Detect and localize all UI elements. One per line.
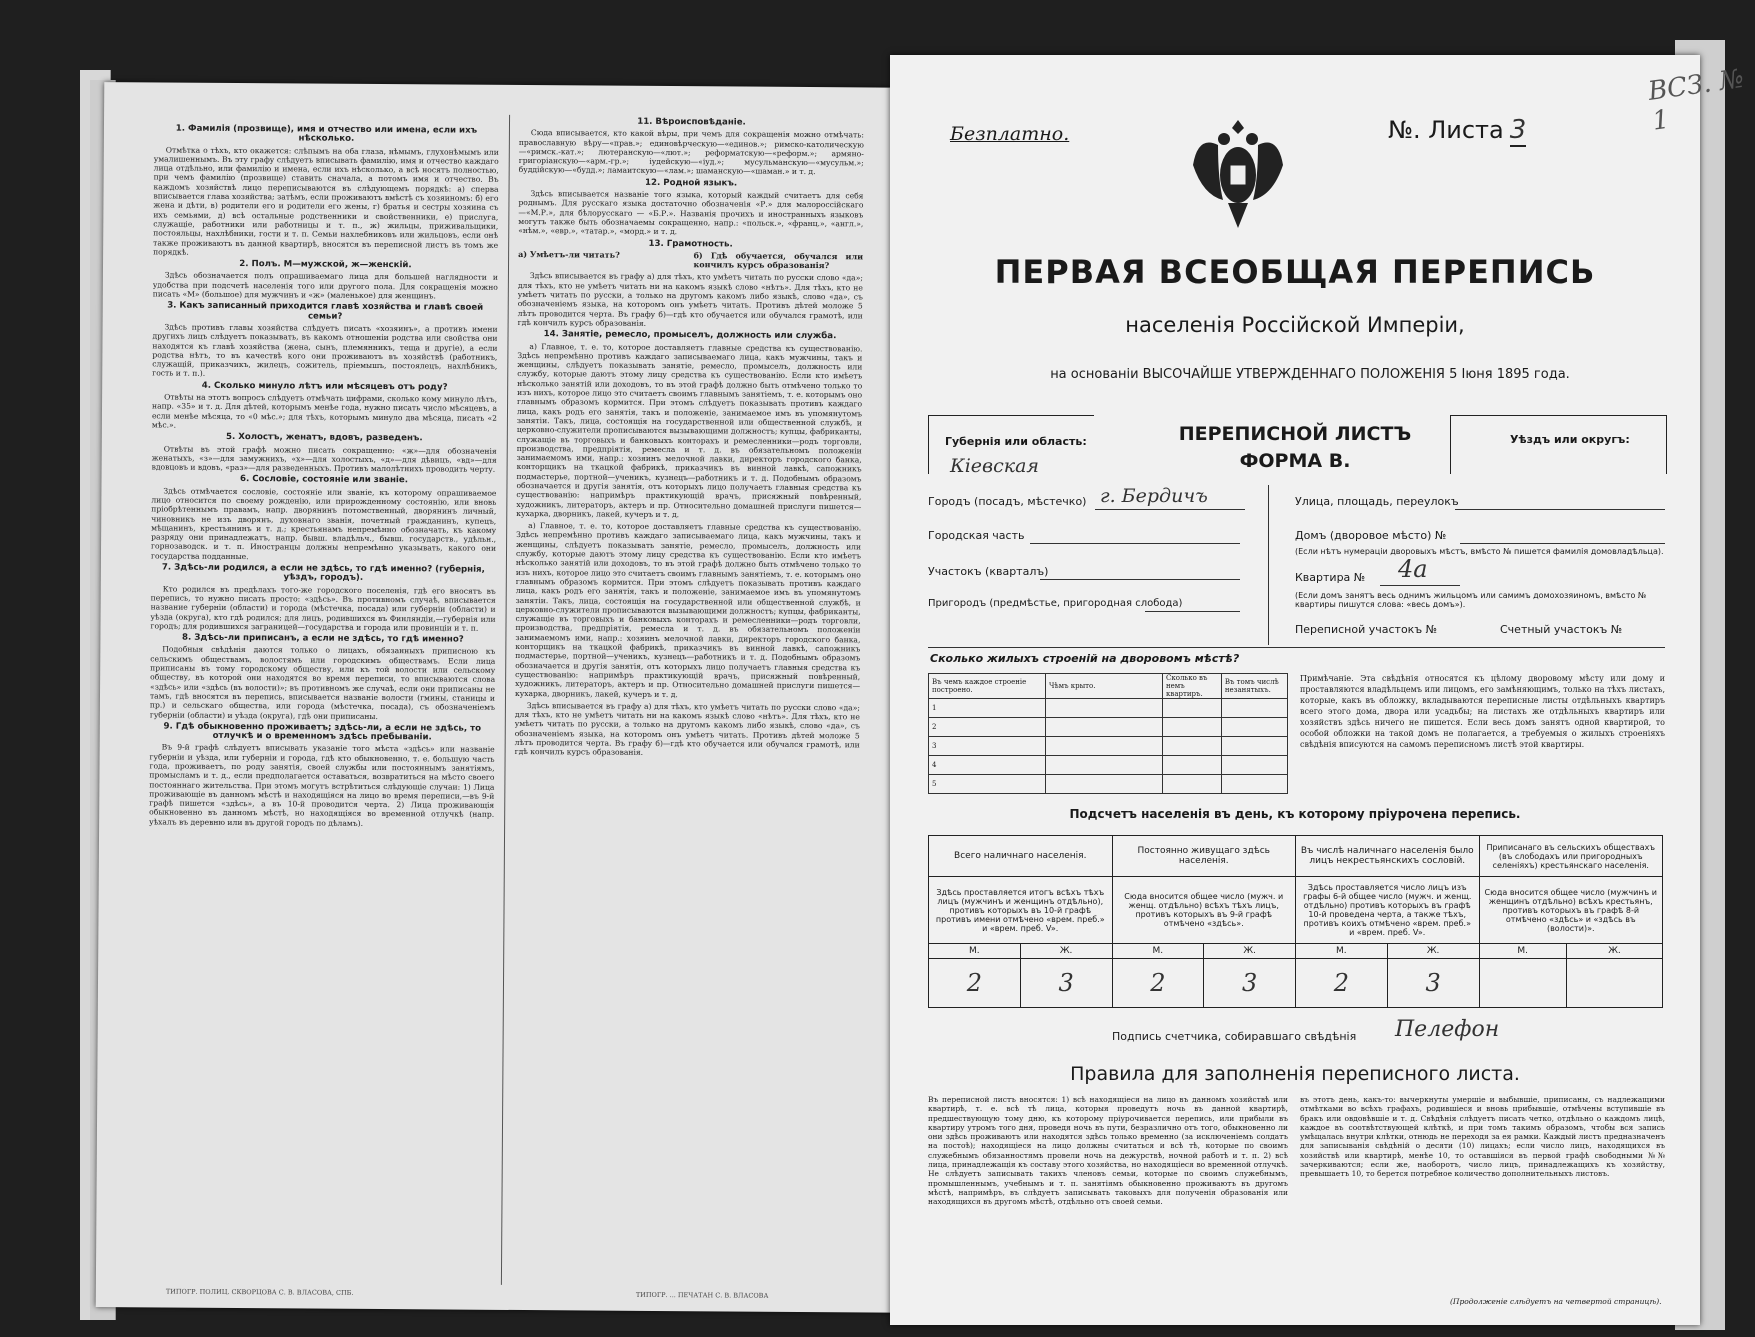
right-page: [890, 55, 1700, 1325]
list-number-value: 3: [1509, 115, 1527, 145]
section-heading: 12. Родной языкъ.: [645, 177, 738, 189]
dw-row: 3: [929, 737, 1046, 756]
count-value[interactable]: 2: [929, 959, 1021, 1008]
rules-left-column: Въ переписной листъ вносятся: 1) всѣ находящіеся на лицо въ данномъ хозяйствѣ или квартирѣ, т. е. всѣ тѣ лица, которыя проведутъ ночь въ данной квартирѣ, предшествующую тому дню, къ которому пріурочивается перепись, или прибыли въ квартиру утромъ того дня, проведя ночь въ пути, безразлично отъ того, обыкновенно ли они здѣсь проживаютъ или находятся здѣсь только временно (за исключеніемъ солдатъ на постоѣ); находящіеся на лицо должны считаться и всѣ тѣ, которые по своимъ служебнымъ обязанностямъ провели ночь на дежурствѣ, ночной работѣ и т. п. 2) всѣ лица, принадлежащія къ составу этого хозяйства, но находящіеся во временной отлучкѣ. Не слѣдуетъ записывать такихъ членовъ семьи, которые по своимъ служебнымъ, промышленнымъ, учебнымъ и т. п. занятіямъ обыкновенно проживаютъ въ другомъ мѣстѣ, напримѣръ, въ слѣдуетъ записывать таковыхъ для полученія образованія или находящихся въ другомъ мѣстѣ, отдѣльно отъ своей семьи.: [928, 1095, 1288, 1207]
dwellings-note: Примѣчаніе. Эта свѣдѣнія относятся къ цѣлому дворовому мѣсту или дому и проставляются владѣльцемъ или лицомъ, его замѣняющимъ, только на тѣхъ листахъ, которые, какъ въ обложку, вкладываются переписные листы отдѣльныхъ квартиръ всего этого дома, двора или усадьбы; на листахъ же отдѣльныхъ квартиръ или хозяйствъ здѣсь ничего не пишется. Если весь домъ занятъ одной квартирой, то особой обложки на такой домъ не полагается, а требуемыя о жилыхъ строеніяхъ свѣдѣнія вписуются на самомъ переписномъ листѣ этой квартиры.: [1300, 674, 1665, 749]
uezd-label: Уѣздъ или округъ:: [1510, 433, 1630, 446]
flat-value[interactable]: 4а: [1398, 555, 1428, 583]
section-heading: 9. Гдѣ обыкновенно проживаетъ; здѣсь-ли, а если не здѣсь, то отлучкѣ и о временномъ здѣсь пребываніи.: [163, 721, 482, 743]
female-head: Ж.: [1566, 944, 1662, 959]
female-head: Ж.: [1387, 944, 1479, 959]
count-value[interactable]: 2: [1112, 959, 1204, 1008]
female-head: Ж.: [1020, 944, 1112, 959]
flat-note: (Если домъ занятъ весь однимъ жильцомъ или самимъ домохозяиномъ, вмѣсто № квартиры пишутся слова: «весь домъ»).: [1295, 591, 1647, 609]
column-divider: [501, 115, 510, 1285]
section-heading: 8. Здѣсь-ли приписанъ, а если не здѣсь, то гдѣ именно?: [182, 632, 464, 645]
section-line: [1040, 579, 1240, 580]
section-text: Отмѣтка о тѣхъ, кто окажется: слѣпымъ на оба глаза, нѣмымъ, глухонѣмымъ или умалишеннымъ. Въ эту графу слѣдуетъ вписывать фамилію, имя и отчество каждаго лица отдѣльно, или фамилію и имена, если ихъ нѣсколько, а всѣ носятъ полностью, при чемъ фамилію (прозвище) ставить сначала, а потомъ имя и отчество. Въ каждомъ хозяйствѣ лицо переписываются въ слѣдующемъ порядкѣ: а) сперва вписывается глава хозяйства; затѣмъ, если проживаютъ вмѣстѣ съ хозяиномъ: б) его жена и дѣти, в) родители его и родители его жены, г) братья и сестры хозяина съ ихъ семьями, д) всѣ остальные родственники и свойственники, е) прислуга, служащіе, работники или работницы и т. п., ж) жильцы, приживальщики, постояльцы, нахлѣбники, гости и т. п. Семьи нахлебниковъ или жильцовъ, если онѣ также проживаютъ въ данной квартирѣ, вносятся въ переписной листъ въ томъ же порядкѣ.: [153, 145, 499, 257]
list-number: [1388, 115, 1526, 145]
dwellings-question: Сколько жилыхъ строеній на дворовомъ мѣстѣ?: [930, 652, 1240, 665]
count-head: Всего наличнаго населенія.: [929, 836, 1113, 877]
count-value[interactable]: 2: [1296, 959, 1388, 1008]
dw-row: 1: [929, 699, 1046, 718]
left-column-2: [511, 115, 864, 1287]
margin-handwriting: ВСЗ. № 1: [1646, 63, 1746, 137]
dwellings-table: [928, 673, 1288, 794]
imprint-left: ТИПОГР. ПОЛИЦ. СКВОРЦОВА С. В. ВЛАСОВА, СПБ.: [165, 1287, 354, 1297]
section-heading: 1. Фамилія (прозвище), имя и отчество или имена, если ихъ нѣсколько.: [175, 123, 478, 145]
count-section-label: Счетный участокъ №: [1500, 623, 1623, 636]
census-title: ПЕРВАЯ ВСЕОБЩАЯ ПЕРЕПИСЬ: [994, 253, 1596, 291]
suburb-line: [1145, 611, 1240, 612]
dw-row: 5: [929, 775, 1046, 794]
section-text: Въ 9-й графѣ слѣдуетъ вписывать указаніе того мѣста «здѣсь» или названіе губерніи и уѣзда, или губерніи и города, гдѣ кто обыкновенно, т. е. большую часть года, проживаетъ, по роду занятія, своей службы или постояннымъ занятіямъ, промысламъ и т. д., если предполагается оставаться, возвратиться на мѣсто своего постояннаго жительства. При этомъ могутъ встрѣтиться слѣдующіе случаи: 1) Лица проживающіе въ данномъ мѣстѣ и находящіяся на лицо во время переписи,—въ 9-й графѣ пишется «здѣсь», а въ 10-й проводится черта. 2) Лица проживающія обыкновенно въ данномъ мѣстѣ, но находящіяся во временной отлучкѣ (напр. уѣхалъ въ деревню или въ другой городъ по дѣламъ).: [149, 742, 495, 828]
section-text: Здѣсь отмѣчается сословіе, состояніе или званіе, къ которому опрашиваемое лицо относится по своему рожденію, или прирожденному состоянію, или вновь пріобрѣтеннымъ правамъ, напр. дворянинъ потомственный, дворянинъ личный, чиновникъ не изъ дворянъ, духовнаго званія, почетный гражданинъ, купецъ, мѣщанинъ, крестьянинъ и т. д.; крестьянамъ непремѣнно обозначать, къ какому разряду они принадлежатъ, напр. бывш. владѣльч., бывш. государств., удѣльн., горнозаводск. и т. п. Иностранцы должны непремѣнно указывать, какого они государства подданные.: [150, 486, 497, 561]
section-heading: 6. Сословіе, состояніе или званіе.: [239, 474, 409, 486]
count-text: Здѣсь проставляется итогъ всѣхъ тѣхъ лицъ (мужчинъ и женщинъ отдѣльно), противъ которыхъ въ 10-й графѣ противъ имени отмѣчено «врем. преб.» и «врем. преб. V».: [929, 877, 1113, 944]
street-line: [1455, 509, 1665, 510]
male-head: М.: [929, 944, 1021, 959]
count-value[interactable]: 3: [1387, 959, 1479, 1008]
city-value[interactable]: г. Бердичъ: [1100, 485, 1208, 507]
question-13b: б) Гдѣ обучается, обучался или кончилъ курсъ образованія?: [693, 250, 864, 271]
city-part-label: Городская часть: [928, 529, 1025, 542]
count-head: Въ числѣ наличнаго населенія было лицъ некрестьянскихъ сословій.: [1296, 836, 1480, 877]
census-subtitle: населенія Россійской Имперіи,: [1125, 313, 1465, 337]
section-heading: 13. Грамотность.: [648, 238, 733, 250]
count-title: Подсчетъ населенія въ день, къ которому пріурочена перепись.: [1069, 807, 1521, 821]
section-text: Кто родился въ предѣлахъ того-же городского поселенія, гдѣ его вносятъ въ перепись, то нужно писать просто: «здѣсь». Въ противномъ случаѣ, вписывается название губерніи (области) и города (мѣстечка, посада) или губерніи (области) и уѣзда (округа), кто гдѣ родился; для лицъ, родившихся въ Финляндіи,—губернія или городъ; для родившихся заграницей—государства и города или провинціи и т. п.: [150, 584, 496, 633]
census-basis: на основаніи ВЫСОЧАЙШЕ УТВЕРЖДЕННАГО ПОЛОЖЕНІЯ 5 Іюня 1895 года.: [1050, 367, 1570, 382]
house-note: (Если нѣтъ нумераціи дворовыхъ мѣстъ, вмѣсто № пишется фамилія домовладѣльца).: [1295, 547, 1664, 556]
section-text: Здѣсь противъ главы хозяйства слѣдуетъ писать «хозяинъ», а противъ имени другихъ лицъ слѣдуетъ показывать, въ какомъ отношеніи родства или свойства они находятся къ главѣ хозяйства (жена, сынъ, племянникъ, теща и другіе), а если родства нѣтъ, то въ качествѣ кого они проживаютъ въ хозяйствѣ (работникъ, служащій, приказчикъ, жилецъ, сожитель, пріемышъ, постоялецъ, нахлѣбникъ, гость и т. п.).: [152, 322, 498, 379]
section-heading: 4. Сколько минуло лѣтъ или мѣсяцевъ отъ роду?: [201, 380, 448, 393]
signature-value[interactable]: Пелефон: [1395, 1017, 1500, 1042]
male-head: М.: [1296, 944, 1388, 959]
section-text: Сюда вписывается, кто какой вѣры, при чемъ для сокращенія можно отмѣчать: православную вѣру—«прав.»; единовѣрческую—«единов.»; римско-католическую—«римск.-кат.»; лютеранскую—«лют.»; реформатскую—«реформ.»; армяно-григоріанскую—«арм.-гр.»; іудейскую—«іуд.»; мусульманскую—«мусульм.»; буддійскую—«будд.»; ламаитскую—«лам.»; шаманскую—«шаман.» и т. д.: [518, 128, 864, 177]
male-head: М.: [1479, 944, 1566, 959]
count-value[interactable]: [1566, 959, 1662, 1008]
imperial-eagle-icon: [1188, 115, 1288, 239]
section-heading: 2. Полъ. М—мужской, ж—женскій.: [239, 259, 412, 271]
count-head: Постоянно живущаго здѣсь населенія.: [1112, 836, 1296, 877]
dw-row: 2: [929, 718, 1046, 737]
vertical-divider: [1268, 485, 1269, 645]
count-text: Здѣсь проставляется число лицъ изъ графы 6-й общее число (мужч. и женщ. отдѣльно) противъ которыхъ въ графѣ 10-й проведена черта, а также тѣхъ, противъ коихъ отмѣчено «врем. преб.» и «врем. преб. V».: [1296, 877, 1480, 944]
section-text: Здѣсь вписывается въ графу а) для тѣхъ, кто умѣетъ читать по русски слово «да»; для тѣхъ, кто не умѣетъ читать ни на какомъ языкѣ слово «нѣтъ». Для тѣхъ, кто не умѣетъ читать по русски, а только на другомъ какомъ либо языкѣ, слово «да», съ обозначеніемъ языка, на которомъ онъ умѣетъ читать. Противъ дѣтей моложе 5 лѣтъ проводится черта. Въ графу б)—гдѣ кто обучается или обучался грамотѣ, или гдѣ кончилъ курсъ образованія.: [514, 700, 860, 758]
free-label: Безплатно.: [950, 123, 1070, 145]
dw-head: Въ томъ числѣ незанятыхъ.: [1221, 674, 1287, 699]
house-line: [1460, 543, 1665, 544]
section-text: Отвѣты на этотъ вопросъ слѣдуетъ отмѣчать цифрами, сколько кому минуло лѣтъ, напр. «35» и т. д. Для дѣтей, которымъ менѣе года, нужно писать число мѣсяцевъ, а если менѣе мѣсяца, то «0 мѣс.»; для тѣхъ, которымъ минуло два мѣсяца, писать «2 мѣс.».: [151, 392, 498, 430]
section-heading: 14. Занятіе, ремесло, промыселъ, должность или служба.: [543, 329, 837, 342]
count-value[interactable]: 3: [1204, 959, 1296, 1008]
male-head: М.: [1112, 944, 1204, 959]
imprint-right: ТИПОГР. ... ПЕЧАТАН С. В. ВЛАСОВА: [635, 1290, 769, 1300]
female-head: Ж.: [1204, 944, 1296, 959]
dw-head: Чѣмъ крыто.: [1046, 674, 1163, 699]
section-heading: 5. Холостъ, женатъ, вдовъ, разведенъ.: [225, 432, 423, 444]
list-number-label: №. Листа: [1388, 116, 1504, 144]
count-value[interactable]: [1479, 959, 1566, 1008]
city-line: [1095, 509, 1245, 510]
section-text: Здѣсь обозначается полъ опрашиваемаго лица для большей наглядности и удобства при подсчетѣ населенія того или другого пола. Для сокращенія можно писать «М» (большое) для мужчинъ и «ж» (маленькое) для женщинъ.: [152, 270, 498, 301]
dw-row: 4: [929, 756, 1046, 775]
count-text: Сюда вносится общее число (мужчинъ и женщинъ отдѣльно) всѣхъ крестьянъ, противъ которыхъ въ графѣ 8-й отмѣчено «здѣсь» и «здѣсь въ (волости)».: [1479, 877, 1663, 944]
guberniya-value[interactable]: Кіевская: [950, 455, 1039, 477]
left-page: [96, 82, 945, 1313]
section-text: Здѣсь вписывается въ графу а) для тѣхъ, кто умѣетъ читать по русски слово «да»; для тѣхъ, кто не умѣетъ читать ни на какомъ языкѣ слово «нѣтъ». Для тѣхъ, кто не умѣетъ читать по русски, а только на другомъ какомъ либо языкѣ, слово «да», съ обозначеніемъ языка, на которомъ онъ умѣетъ читать. Противъ дѣтей моложе 5 лѣтъ проводится черта. Въ графу б)—гдѣ кто обучается или обучался грамотѣ, или гдѣ кончилъ курсъ образованія.: [517, 271, 863, 328]
section-text: а) Главное, т. е. то, которое доставляетъ главные средства къ существованію. Здѣсь непремѣнно противъ каждаго записываемаго лица, какъ мужчины, такъ и женщины, слѣдуетъ показывать занятіе, ремесло, промыселъ, должность или службу, которые даютъ этому лицу средства къ существованію. Если кто имѣетъ нѣсколько занятій или доходовъ, то въ этой графѣ должно быть отмѣчено только то изъ нихъ, которое лицо это считаетъ своимъ главнымъ занятіемъ, т. е. которымъ оно главнымъ образомъ кормится. При этомъ слѣдуетъ показывать противъ каждаго лица, какъ родъ его занятія, такъ и положеніе, занимаемое имъ въ упомянутомъ занятіи. Такъ, лица, состоящія на государственной или общественной службѣ, и церковно-служители прописываются вызывающими должностъ; купцы, фабриканты, служащіе въ торговыхъ и банковыхъ конторахъ и ремесленники—родъ торговли, производства, предпріятія, ремесла и т. д. въ обязательномъ положеніи занимаемомъ ими, напр.: хозяинъ мелочной лавки, директоръ городского банка, конторщикъ на ткацкой фабрикѣ, приказчикъ въ винной лавкѣ, сапожникъ подмастерье, портной—ученикъ, кузнецъ—работникъ и т. д. Подобнымъ образомъ обозначается и другія занятія, отъ которыхъ лицо получаетъ главныя средства къ существованію: напримѣръ практикующій врачъ, присяжный повѣренный, художникъ, литераторъ, актеръ и пр. Относительно домашней прислуги пишется—кухарка, дворникъ, лакей, кучеръ и т. д.: [515, 521, 862, 699]
city-part-line: [1030, 543, 1240, 544]
suburb-label: Пригородъ (предмѣстье, пригородная слобода): [928, 598, 1183, 609]
count-text: Сюда вносится общее число (мужч. и женщ. отдѣльно) всѣхъ тѣхъ лицъ, противъ которыхъ въ 9-й графѣ отмѣчено «здѣсь».: [1112, 877, 1296, 944]
left-column-1: [146, 122, 499, 1284]
rules-title: Правила для заполненія переписного листа.: [1070, 1063, 1520, 1085]
house-label: Домъ (дворовое мѣсто) №: [1295, 529, 1447, 542]
dw-head: Сколько въ немъ квартиръ.: [1163, 674, 1222, 699]
signature-label: Подпись счетчика, собиравшаго свѣдѣнія: [1112, 1030, 1357, 1043]
open-book: [60, 10, 1750, 1330]
count-value[interactable]: 3: [1020, 959, 1112, 1008]
rules-right-column: въ этотъ день, какъ-то: вычеркнуты умершіе и выбывшіе, приписаны, съ надлежащими отмѣтками во всѣхъ графахъ, родившіеся и вновь прибывшіе, отмѣчены вступившіе въ бракъ или овдовѣвшіе и т. д. Свѣдѣнія слѣдуетъ писать четко, отдѣльно о каждомъ лицѣ, каждое въ соотвѣтствующей клѣткѣ, и при томъ такимъ образомъ, чтобы вся запись умѣщалась внутри клѣтки, отнюдь не переходя за ея рамки. Каждый листъ предназначенъ для записыванія свѣдѣній о десяти (10) лицахъ; если число лицъ, находящихся въ хозяйствѣ или квартирѣ, менѣе 10, то оставшіяся въ первой графѣ свободными №№ зачеркиваются; если же, наоборотъ, число лицъ, принадлежащихъ къ хозяйству, превышаетъ 10, то берется потребное количество дополнительныхъ листовъ.: [1300, 1095, 1665, 1179]
street-label: Улица, площадь, переулокъ: [1295, 495, 1459, 508]
section-label: Участокъ (кварталъ): [928, 565, 1049, 578]
census-section-label: Переписной участокъ №: [1295, 623, 1438, 636]
form-subtitle: ФОРМА В.: [1239, 450, 1351, 472]
population-count-table: [928, 835, 1663, 1008]
count-head: Приписанаго въ сельскихъ обществахъ (въ слободахъ или пригородныхъ селеніяхъ) крестьянскаго населенія.: [1479, 836, 1663, 877]
section-heading: 7. Здѣсь-ли родился, а если не здѣсь, то гдѣ именно? (губернія, уѣздъ, городъ).: [161, 562, 485, 584]
rules-continued: (Продолженіе слѣдуетъ на четвертой страницѣ).: [1450, 1297, 1662, 1306]
dw-head: Въ чемъ каждое строеніе построено.: [929, 674, 1046, 699]
city-label: Городъ (посадъ, мѣстечко): [928, 495, 1087, 508]
flat-label: Квартира №: [1295, 571, 1366, 584]
section-text: Здѣсь вписывается названіе того языка, который каждый считаетъ для себя роднымъ. Для русскаго языка достаточно обозначенія «Р.» для малороссійскаго—«М.Р.», для бѣлорусскаго — «Б.Р.». Названія прочихъ и иностранныхъ языковъ могутъ также быть обозначаемы сокращенно, напр.: «польск.», «франц.», «англ.», «нѣм.», «евр.», «татар.», «морд.» и т. д.: [518, 189, 864, 237]
form-title: ПЕРЕПИСНОЙ ЛИСТЪ: [1178, 423, 1412, 445]
guberniya-label: Губернія или область:: [945, 435, 1087, 448]
flat-line: [1380, 585, 1460, 586]
form-separator: [928, 647, 1665, 648]
question-13a: а) Умѣетъ-ли читать?: [518, 248, 620, 260]
section-text: Подобныя свѣдѣнія даются только о лицахъ, обязанныхъ приписною къ сельскимъ обществамъ, волостямъ или городскимъ обществамъ. Если лица приписаны въ тому городскому обществу, или къ той волости или сельскому обществу, въ которой они находятся во время переписи, то вписываются слова «здѣсь» или «здѣсь (въ волости)»; въ противномъ же случаѣ, если они приписаны не тамъ, гдѣ вносятся въ перепись, вписывается названіе волости (гмины, станицы и пр.) и сельскаго общества, или города (мѣстечка, посада), съ обозначеніемъ губерніи (области) и уѣзда (округа), гдѣ они приписаны.: [149, 644, 496, 721]
section-text: а) Главное, т. е. то, которое доставляетъ главные средства къ существованію. Здѣсь непремѣнно противъ каждаго записываемаго лица, какъ мужчины, такъ и женщины, слѣдуетъ показывать занятіе, ремесло, промыселъ, должность или службу, которые даютъ этому лицу средства къ существованію. Если кто имѣетъ нѣсколько занятій или доходовъ, то въ этой графѣ должно быть отмѣчено только то изъ нихъ, которое лицо это считаетъ своимъ главнымъ занятіемъ, т. е. которымъ оно главнымъ образомъ кормится. При этомъ слѣдуетъ показывать противъ каждаго лица, какъ родъ его занятія, такъ и положеніе, занимаемое имъ въ упомянутомъ занятіи. Такъ, лица, состоящія на государственной или общественной службѣ, и церковно-служители прописываются вызывающими должностъ; купцы, фабриканты, служащіе въ торговыхъ и банковыхъ конторахъ и ремесленники—родъ торговли, производства, предпріятія, ремесла и т. д. въ обязательномъ положеніи занимаемомъ ими, напр.: хозяинъ мелочной лавки, директоръ городского банка, конторщикъ на ткацкой фабрикѣ, приказчикъ въ винной лавкѣ, сапожникъ подмастерье, портной—ученикъ, кузнецъ—работникъ и т. д. Подобнымъ образомъ обозначается и другія занятія, отъ которыхъ лицо получаетъ главныя средства къ существованію: напримѣръ практикующій врачъ, присяжный повѣренный, художникъ, литераторъ, актеръ и пр. Относительно домашней прислуги пишется—кухарка, дворникъ, лакей, кучеръ и т. д.: [516, 341, 863, 519]
section-text: Отвѣты въ этой графѣ можно писать сокращенно: «ж»—для обозначенія женатыхъ, «з»—для замужнихъ, «х»—для холостыхъ, «д»—для дѣвицъ, «вд»—для вдовцовъ и вдовъ, «раз»—для разведенныхъ. Противъ малолѣтнихъ проводить черту.: [151, 444, 497, 474]
section-heading: 3. Какъ записанный приходится главѣ хозяйства и главѣ своей семьи?: [167, 300, 484, 322]
section-heading: 11. Вѣроисповѣданіе.: [637, 116, 746, 128]
